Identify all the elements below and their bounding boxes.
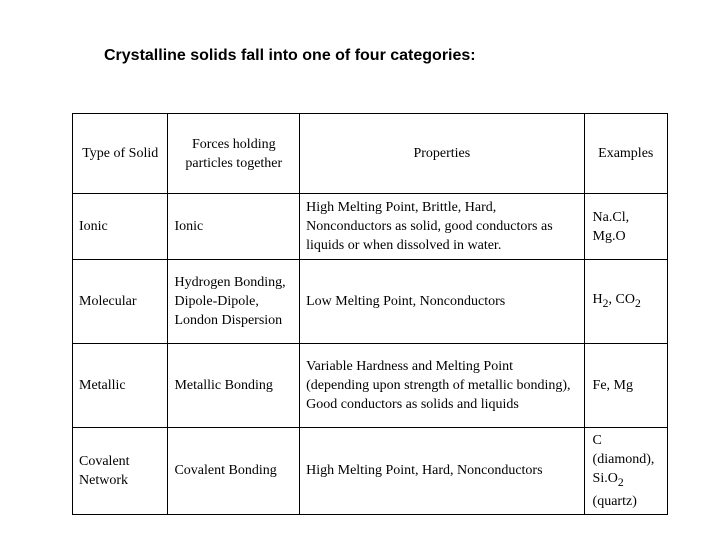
header-examples: Examples [584, 114, 667, 194]
cell-properties: Variable Hardness and Melting Point (depending upon strength of metallic bonding), Good conductors as solids and liquids [300, 344, 584, 428]
cell-type: Molecular [73, 260, 168, 344]
page-title: Crystalline solids fall into one of four categories: [104, 47, 476, 64]
cell-properties: High Melting Point, Brittle, Hard, Nonconductors as solid, good conductors as liquids or when dissolved in water. [300, 194, 584, 260]
header-forces: Forces holding particles together [168, 114, 300, 194]
cell-properties: Low Melting Point, Nonconductors [300, 260, 584, 344]
cell-examples: Na.Cl, Mg.O [584, 194, 667, 260]
cell-examples: C (diamond), $Si.O_2$ (quartz) [584, 428, 667, 515]
cell-examples: $H_2$, $CO_2$ [584, 260, 667, 344]
header-properties: Properties [300, 114, 584, 194]
cell-forces: Hydrogen Bonding, Dipole-Dipole, London Dispersion [168, 260, 300, 344]
cell-examples: Fe, Mg [584, 344, 667, 428]
table-row [73, 260, 668, 344]
cell-properties: High Melting Point, Hard, Nonconductors [300, 428, 584, 515]
table-row [73, 344, 668, 428]
header-type: Type of Solid [73, 114, 168, 194]
cell-type: Ionic [73, 194, 168, 260]
cell-forces: Covalent Bonding [168, 428, 300, 515]
cell-forces: Ionic [168, 194, 300, 260]
table-row [73, 428, 668, 515]
cell-type: Covalent Network [73, 428, 168, 515]
table-row [73, 194, 668, 260]
solids-table [72, 113, 668, 515]
cell-type: Metallic [73, 344, 168, 428]
cell-forces: Metallic Bonding [168, 344, 300, 428]
table-header-row [73, 114, 668, 194]
